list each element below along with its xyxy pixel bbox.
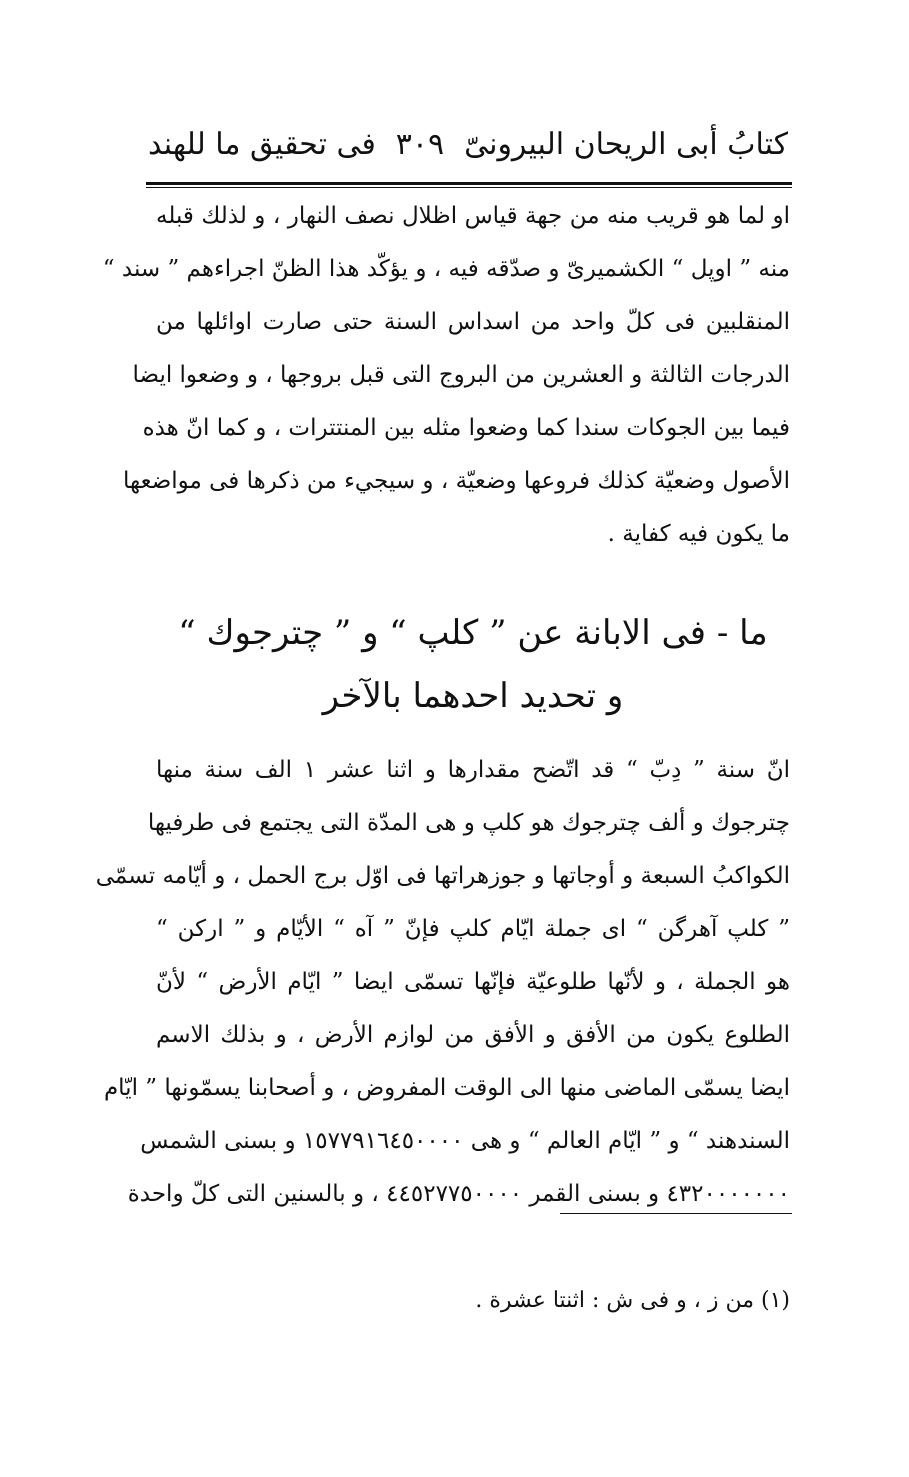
text-line: ٤٣٢٠٠٠٠٠٠٠ و بسنى القمر ٤٤٥٢٧٧٥٠٠٠٠ ، و بالسنين التى كلّ واحدة bbox=[127, 1181, 790, 1207]
text-line: فيما بين الجوكات سندا كما وضعوا مثله بين المنتترات ، و كما انّ هذه bbox=[142, 415, 790, 441]
text-line: او لما هو قريب منه من جهة قياس اظلال نصف النهار ، و لذلك قبله bbox=[156, 203, 790, 229]
text-line: ” كلپ آهرگن “ اى جملة ايّام كلپ فإنّ ” آه “ الأيّام و ” اركن “ bbox=[156, 916, 790, 942]
paragraph-2 bbox=[95, 744, 790, 1221]
text-line: الأصول وضعيّة كذلك فروعها وضعيّة ، و سيجيء من ذكرها فى مواضعها bbox=[122, 468, 790, 494]
paragraph-1 bbox=[102, 190, 790, 561]
text-line: چترجوك و ألف چترجوك هو كلپ و هى المدّة التى يجتمع فى طرفيها bbox=[147, 810, 790, 836]
footnote: (١) من ز ، و فى ش : اثنتا عشرة . bbox=[475, 1288, 790, 1313]
book-title: كتابُ أبى الريحان البيرونىّ bbox=[464, 127, 788, 162]
text-line: ما يكون فيه كفاية . bbox=[607, 521, 790, 547]
page-number: ٣٠٩ bbox=[395, 127, 445, 162]
text-line: المنقلبين فى كلّ واحد من اسداس السنة حتى صارت اوائلها من bbox=[156, 309, 790, 335]
section-heading: ما - فى الابانة عن ” كلپ “ و ” چترجوك “ bbox=[178, 613, 768, 653]
text-line: منه ” اوپل “ الكشميرىّ و صدّقه فيه ، و يؤكّد هذا الظنّ اجراءهم ” سند “ bbox=[102, 256, 790, 282]
book-subtitle: فى تحقيق ما للهند bbox=[148, 127, 376, 162]
text-line: ايضا يسمّى الماضى منها الى الوقت المفروض ، و أصحابنا يسمّونها ” ايّام bbox=[103, 1075, 790, 1101]
text-line: الدرجات الثالثة و العشرين من البروج التى قبل بروجها ، و وضعوا ايضا bbox=[132, 362, 790, 388]
header-rule bbox=[146, 182, 792, 185]
running-head bbox=[148, 122, 788, 168]
text-line: الطلوع يكون من الأفق و الأفق من لوازم الأرض ، و بذلك الاسم bbox=[156, 1022, 790, 1048]
text-line: الكواكبُ السبعة و أوجاتها و جوزهراتها فى اوّل برج الحمل ، و أيّامه تسمّى bbox=[95, 863, 790, 889]
text-line: هو الجملة ، و لأنّها طلوعيّة فإنّها تسمّى ايضا ” ايّام الأرض “ لأنّ bbox=[156, 969, 790, 995]
text-line: السندهند “ و ” ايّام العالم “ و هى ١٥٧٧٩١٦٤٥٠٠٠٠ و بسنى الشمس bbox=[140, 1128, 790, 1154]
header-rule-thin bbox=[146, 187, 792, 188]
section-subheading: و تحديد احدهما بالآخر bbox=[322, 676, 624, 716]
footnote-rule bbox=[560, 1213, 792, 1214]
text-line: انّ سنة ” دِبّ “ قد اتّضح مقدارها و اثنا عشر ١ الف سنة منها bbox=[156, 757, 790, 783]
